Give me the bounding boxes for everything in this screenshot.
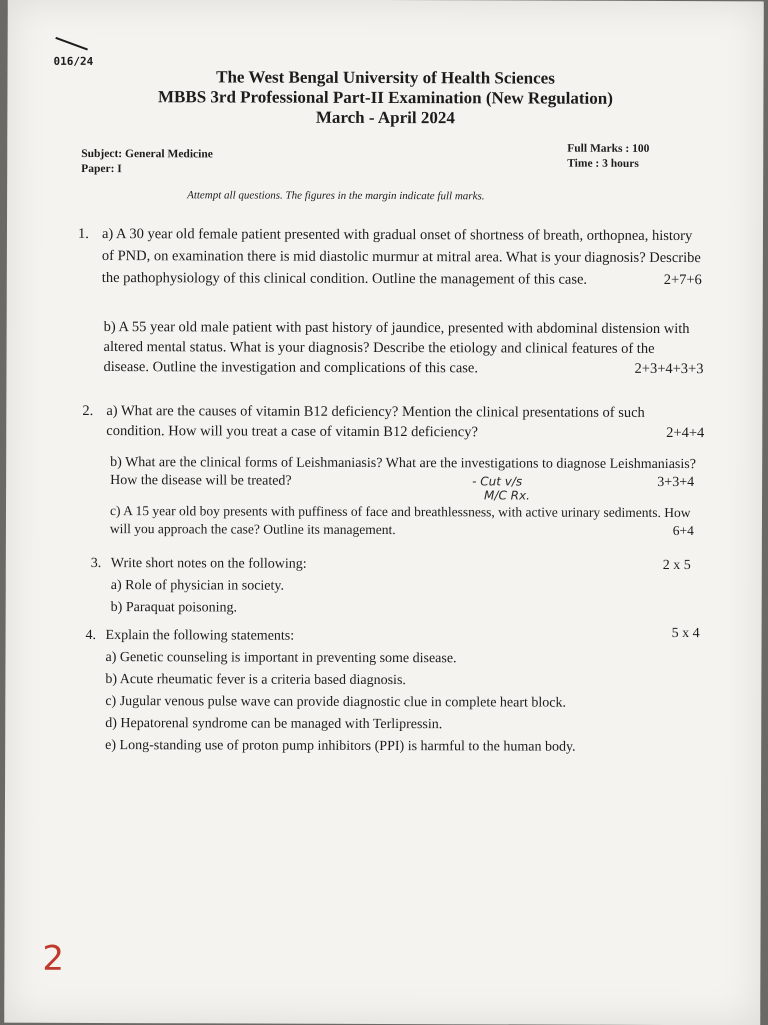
time-allowed: Time : 3 hours [567,157,639,170]
question-2a [82,401,705,443]
question-text: b) A 55 year old male patient with past history of jaundice, presented with abdominal distension with altered mental status. What is your diagnosis? Describe the etiology and clinical features of the disease. Outline the investigation and complications of this case. [103,319,690,377]
question-marks: 3+3+4 [657,474,695,491]
question-marks: 6+4 [672,523,694,539]
exam-paper [4,0,764,1025]
question-marks: 2+7+6 [663,271,702,289]
question-text: a) What are the causes of vitamin B12 deficiency? Mention the clinical presentations of such condition. How will you treat a case of vitamin B12 deficiency? [106,403,645,441]
exam-session: March - April 2024 [315,107,455,128]
question-text: b) What are the clinical forms of Leishmaniasis? What are the investigations to diagnose Leishmaniasis? How the disease will be treated? [110,455,696,489]
question-1b [103,317,703,379]
question-marks: 5 x 4 [671,626,700,642]
pen-mark [55,37,88,51]
handwritten-note: M/C Rx. [484,488,530,503]
statement-item: e) Long-standing use of proton pump inhibitors (PPI) is harmful to the human body. [105,738,576,755]
handwritten-page-number: 2 [42,938,65,979]
question-marks: 2+4+4 [666,424,705,442]
statement-item: d) Hepatorenal syndrome can be managed with Terlipressin. [105,716,443,733]
handwritten-note: - Cut v/s [472,474,523,489]
note-item: b) Paraquat poisoning. [110,600,238,616]
meta-left [81,147,213,177]
doc-code: 016/24 [53,54,94,68]
statement-item: b) Acute rheumatic fever is a criteria based diagnosis. [105,672,406,689]
question-title: Explain the following statements: [105,628,295,644]
question-3 [90,553,691,621]
question-4 [85,625,705,759]
subject: Subject: General Medicine [81,147,213,161]
question-2b [110,454,700,492]
question-marks: 2 x 5 [662,557,691,574]
university-name: The West Bengal University of Health Sciences [216,67,555,88]
statement-item: a) Genetic counseling is important in preventing some disease. [105,650,457,667]
paper-number: Paper: I [81,162,122,176]
note-item: a) Role of physician in society. [110,578,285,594]
question-marks: 2+3+4+3+3 [634,360,704,378]
full-marks: Full Marks : 100 [567,142,650,155]
question-1a [77,223,702,291]
header [7,67,763,130]
question-number: 4. [85,627,97,643]
question-number: 1. [77,225,89,242]
question-text: a) A 30 year old female patient presented with gradual onset of shortness of breath, orthopnea, history of PND, on examination there is mid diastolic murmur at mitral area. What is your diagnosis? Describe the pathophysiology of this clinical condition. Outline the management of this case. [101,226,701,288]
exam-title: MBBS 3rd Professional Part-II Examination (New Regulation) [157,87,613,108]
question-title: Write short notes on the following: [110,556,307,572]
question-number: 3. [90,555,102,572]
question-text: c) A 15 year old boy presents with puffiness of face and breathlessness, with active urinary sediments. How will you approach the case? Outline its management. [109,503,691,538]
statement-item: c) Jugular venous pulse wave can provide diagnostic clue in complete heart block. [105,694,567,711]
instructions: Attempt all questions. The figures in the margin indicate full marks. [187,189,485,203]
meta-right [567,142,649,172]
question-2c [110,502,700,540]
question-number: 2. [82,402,94,419]
